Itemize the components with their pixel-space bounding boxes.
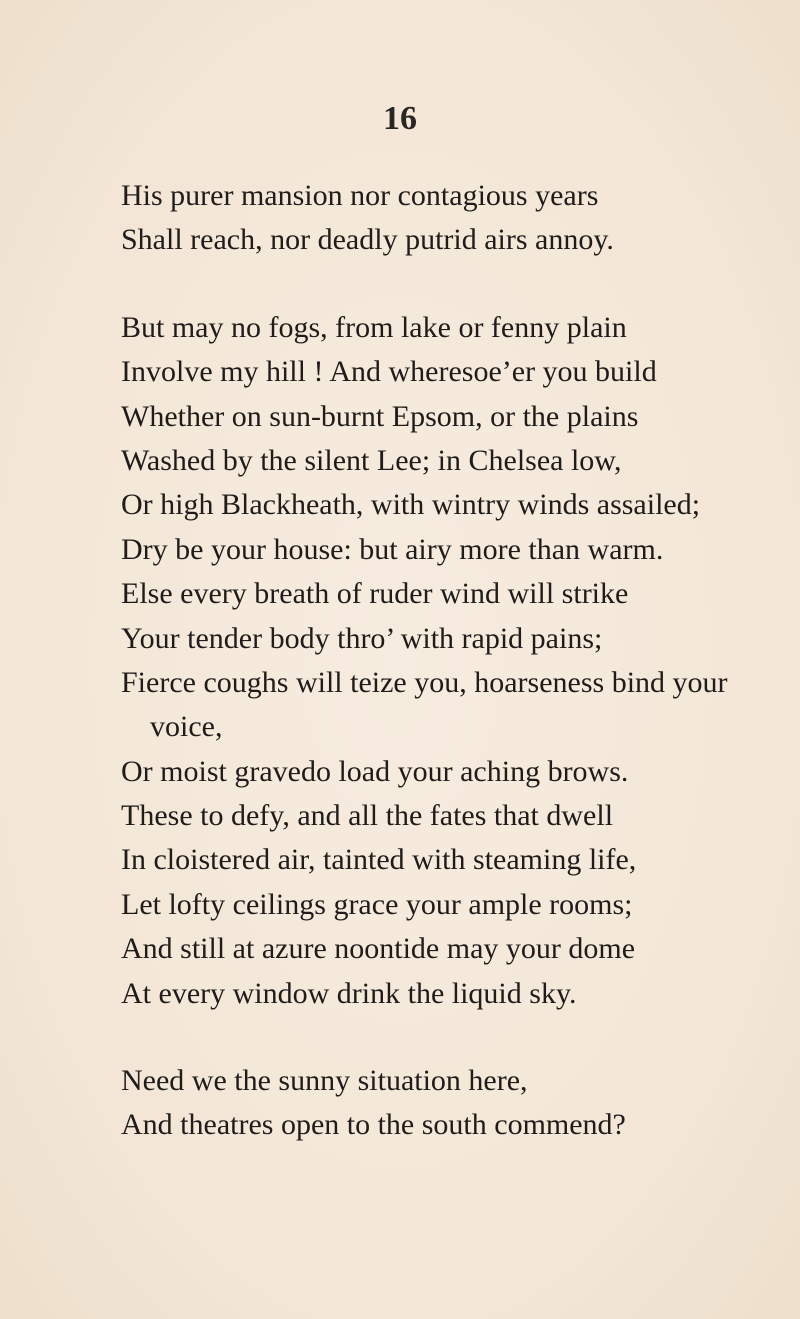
stanza-3 bbox=[121, 1059, 791, 1148]
poem-line: Dry be your house: but airy more than warm. bbox=[121, 532, 664, 566]
poem-body bbox=[121, 174, 791, 1148]
poem-line: Involve my hill ! And wheresoe’er you build bbox=[121, 355, 657, 389]
poem-line: Shall reach, nor deadly putrid airs annoy. bbox=[121, 223, 614, 257]
poem-line: His purer mansion nor contagious years bbox=[121, 179, 599, 212]
poem-line: Fierce coughs will teize you, hoarseness bind your bbox=[121, 665, 728, 699]
poem-line-continuation: voice, bbox=[150, 710, 223, 744]
stanza-1 bbox=[121, 174, 791, 263]
poem-line: These to defy, and all the fates that dwell bbox=[121, 799, 614, 833]
poem-line: And still at azure noontide may your dome bbox=[121, 932, 636, 966]
poem-line: In cloistered air, tainted with steaming life, bbox=[121, 843, 637, 877]
stanza-2 bbox=[121, 306, 791, 1016]
poem-line: And theatres open to the south commend? bbox=[121, 1108, 626, 1142]
poem-line: But may no fogs, from lake or fenny plain bbox=[121, 310, 627, 344]
poem-line: Washed by the silent Lee; in Chelsea low, bbox=[121, 443, 622, 477]
poem-line: Your tender body thro’ with rapid pains; bbox=[121, 621, 603, 655]
poem-line: Let lofty ceilings grace your ample rooms; bbox=[121, 887, 633, 921]
page-number: 16 bbox=[383, 100, 417, 137]
poem-line: Whether on sun-burnt Epsom, or the plains bbox=[121, 399, 639, 433]
poem-line: Or high Blackheath, with wintry winds assailed; bbox=[121, 488, 701, 522]
poem-line: Need we the sunny situation here, bbox=[121, 1064, 528, 1098]
poem-line: At every window drink the liquid sky. bbox=[121, 976, 577, 1010]
poem-line: Else every breath of ruder wind will strike bbox=[121, 577, 629, 611]
poem-line: Or moist gravedo load your aching brows. bbox=[121, 754, 629, 788]
